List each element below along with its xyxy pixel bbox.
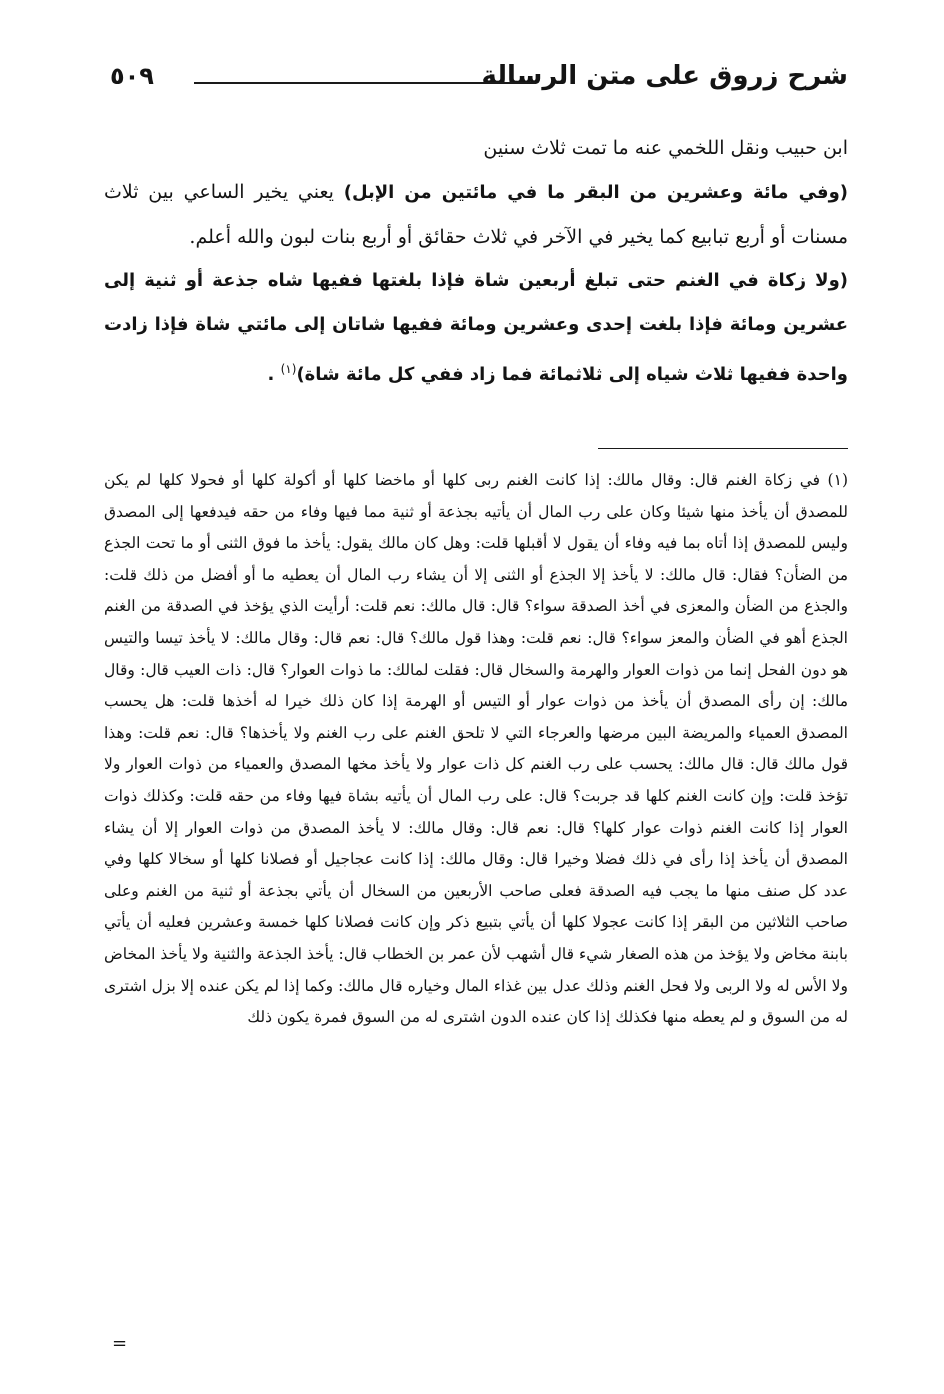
commentary-text: يعني يخير الساعي بين ثلاث مسنات أو أربع تبابيع كما يخير في الآخر في ثلاث حقائق أو أربع بنات لبون والله أعلم.: [104, 181, 848, 248]
main-text: [104, 126, 848, 397]
matn-quote-cattle: (وفي مائة وعشرين من البقر ما في مائتين من الإبل): [343, 182, 848, 203]
paragraph-end-mark: .: [267, 364, 281, 385]
footnote-text: (١) في زكاة الغنم قال: وقال مالك: إذا كانت الغنم ربى كلها أو ماخضا كلها أو أكولة كلها أو فحولا كلها لم يكن للمصدق أن يأخذ منها شيئا وكان على رب المال أن يأتيه بجذعة أو ثنية مما فيها وفاء من حقه فيدفعها إلى المصدق وليس للمصدق إذا أتاه بما فيه وفاء أن يقول لا أقبلها قلت: وهل كان مالك يقول: يأخذ ما فوق الثنى أو ما تحت الجذع من الضأن؟ فقال: قال مالك: لا يأخذ إلا الجذع أو الثنى إلا أن يشاء رب المال أن يعطيه ما أو أفضل من ذلك قلت: والجذع من الضأن والمعزى في أخذ الصدقة سواء؟ قال: قال مالك: نعم قلت: أرأيت الذي يؤخذ في الصدقة من الغنم الجذع أهو في الضأن والمعز سواء؟ قال: نعم قلت: وهذا قول مالك؟ قال: نعم قال: وقال مالك: لا يأخذ تيسا والتيس هو دون الفحل إنما من ذوات العوار والهرمة والسخال قال: فقلت لمالك: ما ذوات العوار؟ قال: ذات العيب قال: وقال مالك: إن رأى المصدق أن يأخذ من ذوات عوار أو التيس أو الهرمة إذا كان ذلك خيرا له أخذها قلت: هل يحسب المصدق العمياء والمريضة البين مرضها والعرجاء التي لا تلحق الغنم على رب الغنم ولا يأخذها؟ قال: نعم قلت: وهذا قول مالك قال: قال مالك: يحسب على رب الغنم كل ذات عوار ولا يأخذ مخها المصدق والعمياء من ذوات العوار ولا تؤخذ قلت: وإن كانت الغنم كلها قد جربت؟ قال: على رب المال أن يأتيه بشاة فيها وفاء من حقه قلت: وكذلك ذوات العوار إذا كانت الغنم ذوات عوار كلها؟ قال: نعم قال: وقال مالك: لا يأخذ المصدق من ذوات العوار إلا أن يشاء المصدق أن يأخذ إذا رأى في ذلك فضلا وخيرا قال: وقال مالك: إذا كانت عجاجيل أو فصلانا كلها أو سخالا كلها وفي عدد كل صنف منها ما يجب فيه الصدقة فعلى صاحب الأربعين من السخال أن يأتي بجذعة أو ثنية من الغنم وعلى صاحب الثلاثين من البقر إذا كانت عجولا كلها أن يأتي بتبيع ذكر وإن كانت فصلانا كلها خمسة وعشرين فعليه أن يأتي بابنة مخاض ولا يؤخذ من هذه الصغار شيء قال أشهب لأن عمر بن الخطاب قال: يأخذ الجذعة والثنية ولا يأخذ المخاض ولا الأس له ولا الربى ولا فحل الغنم وذلك عدل بين غذاء المال وخياره قال مالك: وكما إذا لم يكن عنده إلا بزل اشترى له من السوق و لم يعطه منها فكذلك إذا كان عنده الدون اشترى له من السوق فمرة يكون ذلك: [104, 471, 848, 1027]
main-paragraph-1: [104, 126, 848, 170]
main-paragraph-3: [104, 259, 848, 397]
footnote: [104, 465, 848, 1034]
continuation-mark: =: [112, 1333, 128, 1354]
footnote-reference: (١): [280, 362, 297, 376]
page-number: ٥٠٩: [110, 62, 154, 90]
main-paragraph-1-text: ابن حبيب ونقل اللخمي عنه ما تمت ثلاث سنين: [483, 137, 848, 159]
main-paragraph-2: [104, 170, 848, 259]
footnote-separator: [598, 448, 848, 449]
matn-quote-sheep: (ولا زكاة في الغنم حتى تبلغ أربعين شاة فإذا بلغتها ففيها شاه جذعة أو ثنية إلى عشرين ومائة فإذا بلغت إحدى وعشرين ومائة ففيها شاتان إلى مائتي شاة فإذا زادت واحدة ففيها ثلاث شياه إلى ثلاثمائة فما زاد ففي كل مائة شاة): [104, 270, 848, 385]
header-rule: [194, 82, 536, 84]
running-header: [110, 56, 848, 100]
book-title: شرح زروق على متن الرسالة: [481, 61, 848, 91]
